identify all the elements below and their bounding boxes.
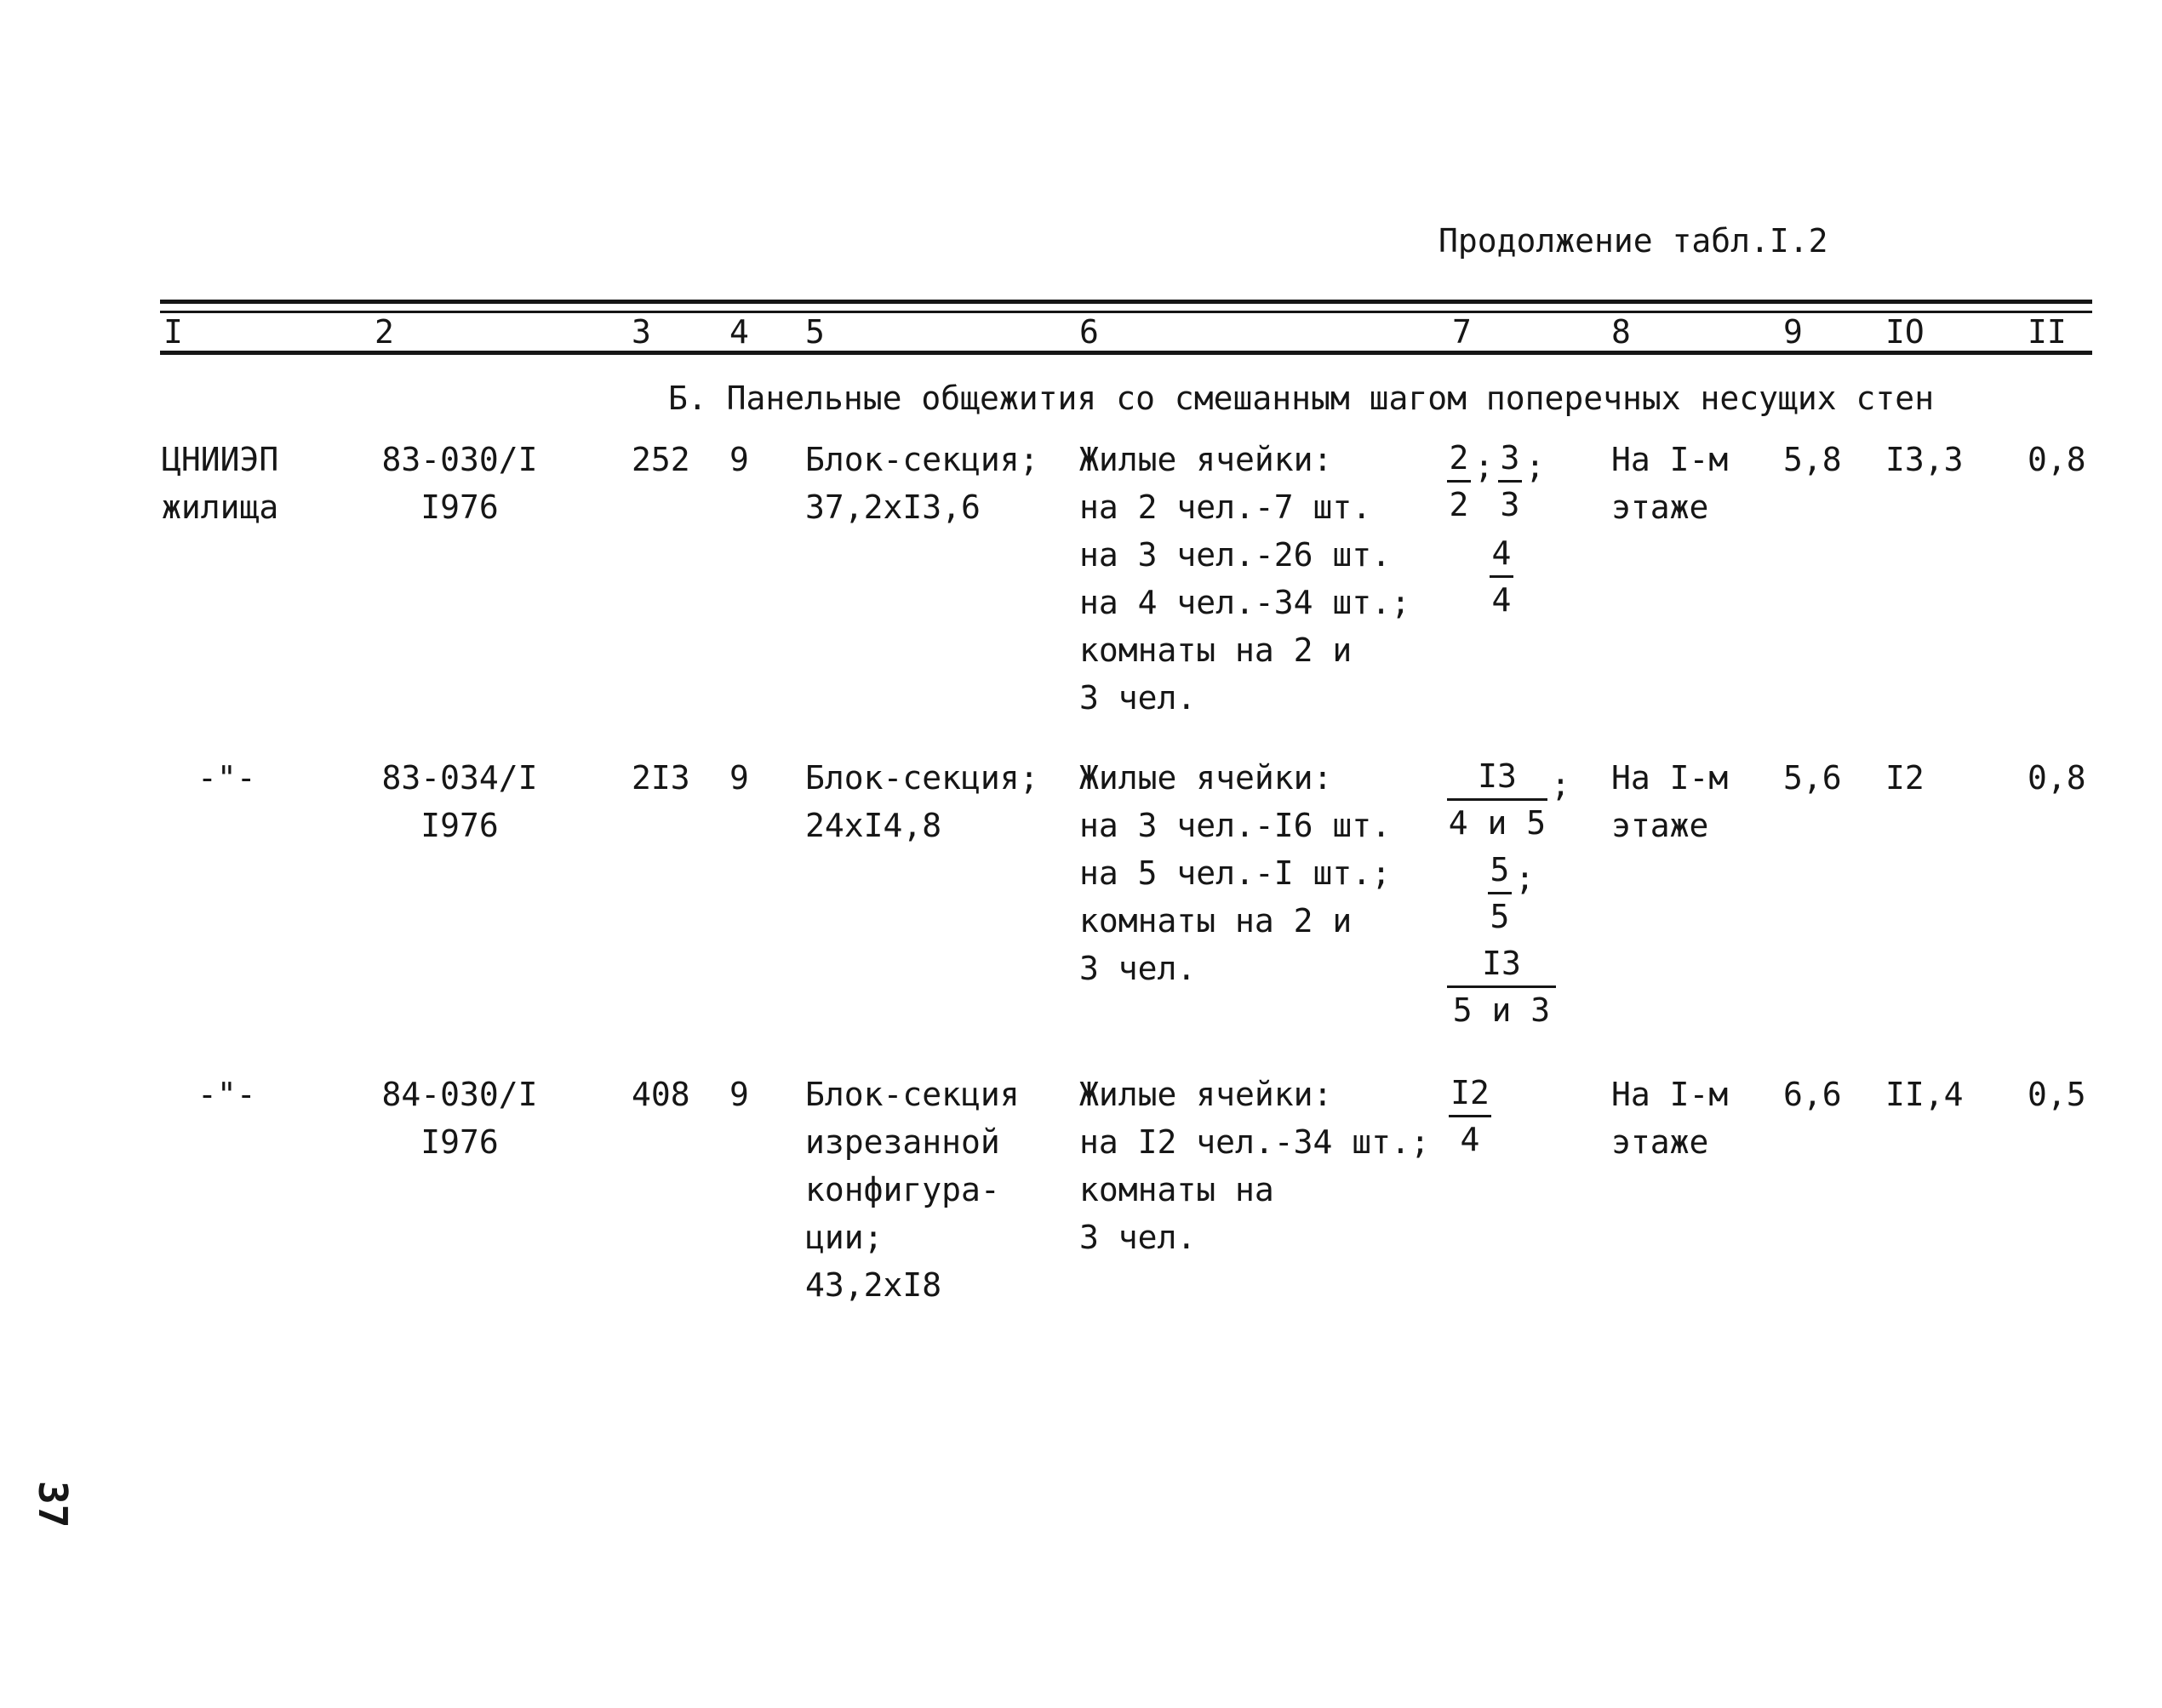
cell-project-number: 84-030/I I976 [381, 1076, 538, 1161]
top-rule [160, 300, 2092, 304]
cell-composition: Жилые ячейки: на I2 чел.-34 шт.; комнаты на 3 чел. [1079, 1076, 1430, 1256]
cell-fraction: $\frac{I2}{4}$ [1449, 1071, 1491, 1162]
col-num-7: 7 [1452, 313, 1472, 351]
cell-fraction: $\frac{3}{3}$ [1498, 436, 1522, 527]
cell-col11: 0,8 [2028, 759, 2086, 797]
col-num-10: IO [1885, 313, 1925, 351]
separator: ; [1474, 448, 1494, 485]
cell-location: На I-м этаже [1611, 441, 1729, 526]
cell-fraction: I3 4 и 5 [1447, 754, 1547, 845]
cell-col10: II,4 [1885, 1076, 1964, 1113]
cell-location: На I-м этаже [1611, 759, 1729, 844]
col-num-8: 8 [1611, 313, 1631, 351]
cell-floors: 9 [729, 759, 749, 797]
col-num-5: 5 [805, 313, 825, 351]
cell-floors: 9 [729, 1076, 749, 1113]
col-num-9: 9 [1783, 313, 1803, 351]
cell-col11: 0,8 [2028, 441, 2086, 478]
cell-fraction: $\frac{4}{4}$ [1490, 531, 1513, 622]
cell-capacity: 252 [632, 441, 690, 478]
cell-building-type: Блок-секция; 37,2xI3,6 [805, 441, 1039, 526]
cell-location: На I-м этаже [1611, 1076, 1729, 1161]
separator: ; [1525, 448, 1545, 485]
section-title: Б. Панельные общежития со смешанным шагом поперечных несущих стен [668, 380, 1935, 417]
cell-col9: 5,6 [1783, 759, 1842, 797]
table-caption: Продолжение табл.I.2 [1438, 222, 1828, 260]
cell-col9: 5,8 [1783, 441, 1842, 478]
cell-developer: ЦНИИЭП жилища [162, 441, 279, 526]
cell-fraction: I3 5 и 3 [1447, 941, 1556, 1032]
cell-fraction: $\frac{2}{2}$ [1447, 436, 1471, 527]
cell-col9: 6,6 [1783, 1076, 1842, 1113]
cell-project-number: 83-034/I I976 [381, 759, 538, 844]
cell-capacity: 408 [632, 1076, 690, 1113]
col-num-3: 3 [632, 313, 651, 351]
cell-developer: -"- [197, 759, 256, 797]
page-number: 37 [30, 1481, 76, 1528]
cell-capacity: 2I3 [632, 759, 690, 797]
cell-composition: Жилые ячейки: на 2 чел.-7 шт. на 3 чел.-26 шт. на 4 чел.-34 шт.; комнаты на 2 и 3 чел. [1079, 441, 1410, 717]
cell-col10: I3,3 [1885, 441, 1964, 478]
cell-building-type: Блок-секция; 24xI4,8 [805, 759, 1039, 844]
separator: ; [1515, 860, 1535, 897]
cell-developer: -"- [197, 1076, 256, 1113]
cell-col10: I2 [1885, 759, 1925, 797]
cell-fraction: $\frac{5}{5}$ [1488, 848, 1512, 939]
cell-col11: 0,5 [2028, 1076, 2086, 1113]
cell-building-type: Блок-секция изрезанной конфигура- ции; 43,2xI8 [805, 1076, 1020, 1304]
col-num-11: II [2028, 313, 2067, 351]
col-num-4: 4 [729, 313, 749, 351]
col-num-2: 2 [375, 313, 394, 351]
cell-project-number: 83-030/I I976 [381, 441, 538, 526]
separator: ; [1551, 766, 1570, 803]
cell-composition: Жилые ячейки: на 3 чел.-I6 шт. на 5 чел.-I шт.; комнаты на 2 и 3 чел. [1079, 759, 1392, 987]
col-num-6: 6 [1079, 313, 1099, 351]
col-num-1: I [163, 313, 183, 351]
cell-floors: 9 [729, 441, 749, 478]
